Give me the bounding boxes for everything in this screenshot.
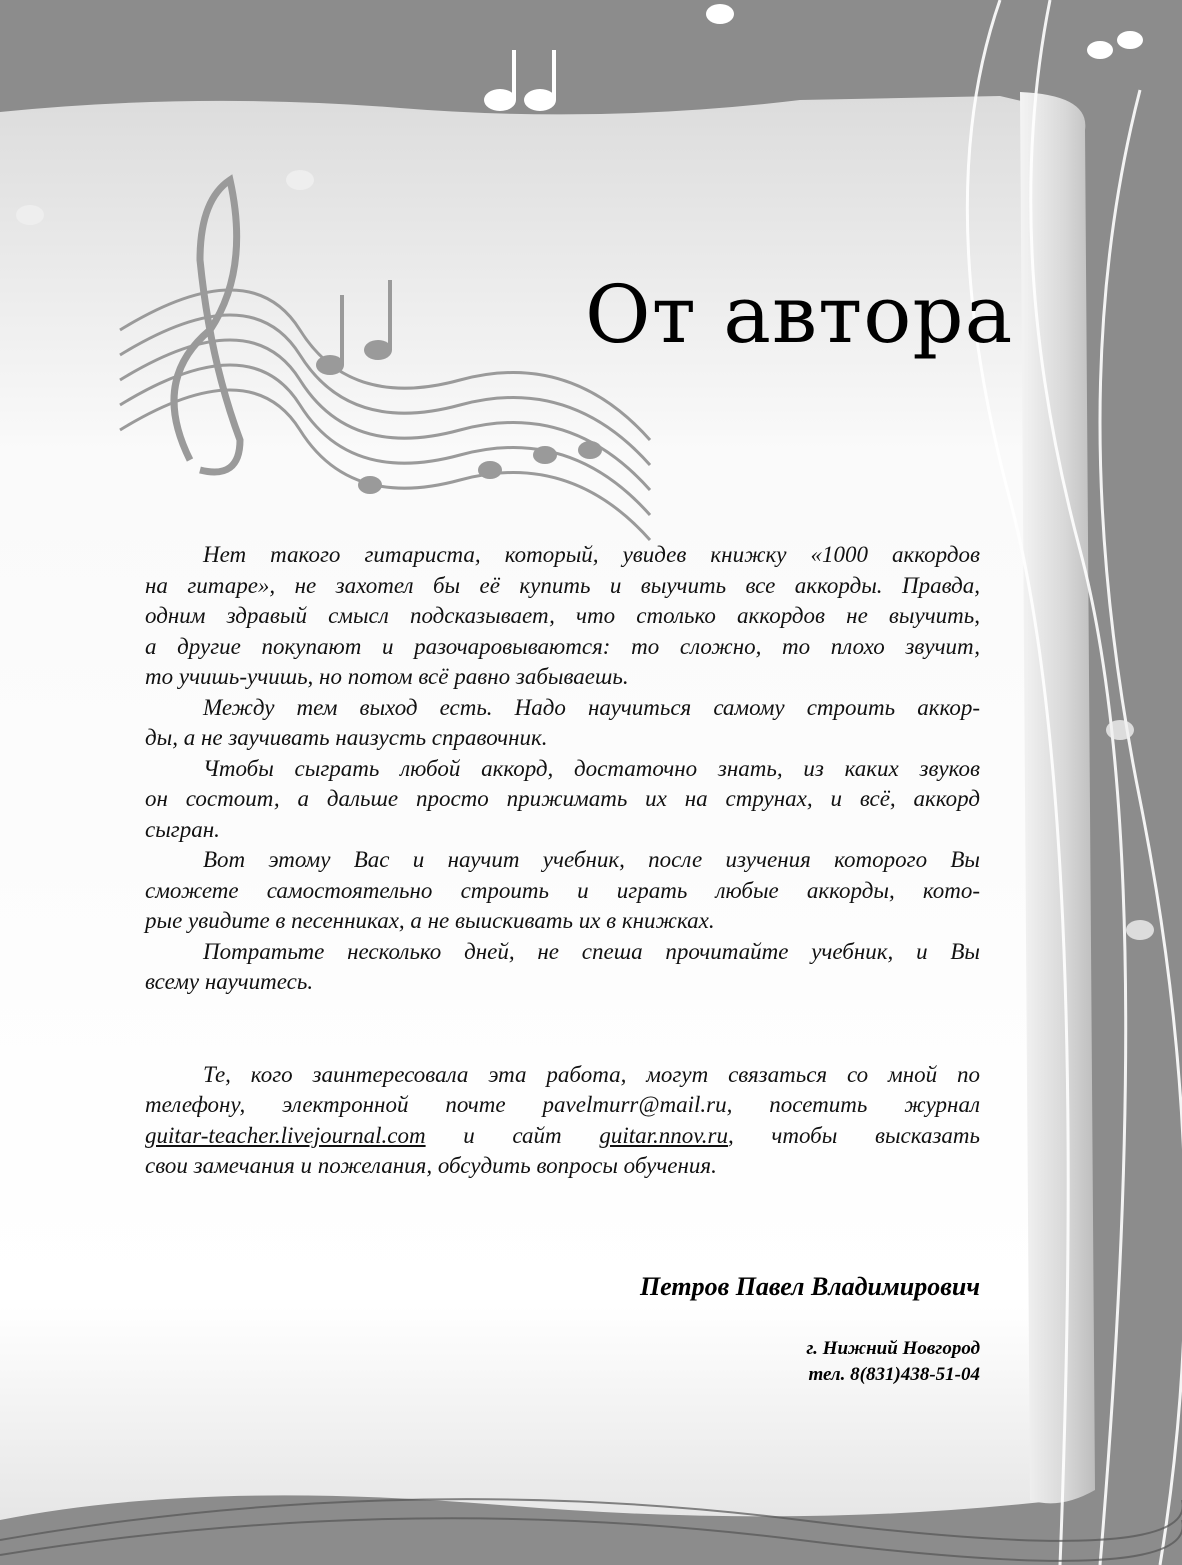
paragraph-2 (145, 693, 980, 754)
paragraph-5 (145, 937, 980, 998)
text-line: то учишь-учишь, но потом всё равно забываешь. (145, 664, 629, 689)
text-line (145, 1121, 980, 1152)
phone: тел. 8(831)438-51-04 (808, 1364, 980, 1385)
site-link[interactable]: guitar.nnov.ru (599, 1122, 728, 1148)
text-line: Между тем выход есть. Надо научиться самому строить аккор- (203, 694, 980, 720)
text-line: Потратьте несколько дней, не спеша прочитайте учебник, и Вы (203, 938, 980, 964)
text: и сайт (463, 1122, 562, 1148)
text-line: Чтобы сыграть любой аккорд, достаточно знать, из каких звуков (203, 755, 980, 781)
text: , чтобы высказать (727, 1122, 980, 1148)
livejournal-link[interactable]: guitar-teacher.livejournal.com (145, 1122, 426, 1148)
scroll-roll (1020, 92, 1095, 1503)
page-title: От автора (585, 268, 1014, 361)
text-line: сможете самостоятельно строить и играть любые аккорды, кото- (145, 877, 980, 903)
contact-paragraph (145, 1060, 980, 1182)
text-line: на гитаре», не захотел бы её купить и выучить все аккорды. Правда, (145, 572, 980, 598)
text-line: Нет такого гитариста, который, увидев книжку «1000 аккордов (203, 542, 980, 567)
text-line: Те, кого заинтересовала эта работа, могут связаться со мной по (203, 1061, 980, 1087)
paragraph-4 (145, 845, 980, 937)
text-line: рые увидите в песенниках, а не выискивать их в книжках. (145, 908, 715, 933)
city: г. Нижний Новгород (806, 1338, 980, 1359)
text-line: одним здравый смысл подсказывает, что столько аккордов не выучить, (145, 603, 980, 628)
text-line: свои замечания и пожелания, обсудить вопросы обучения. (145, 1153, 717, 1178)
text-line: Вот этому Вас и научит учебник, после изучения которого Вы (203, 847, 980, 872)
text-line: сыгран. (145, 816, 220, 842)
paragraph-3 (145, 754, 980, 846)
text-line: а другие покупают и разочаровываются: то сложно, то плохо звучит, (145, 633, 980, 659)
author-foreword-text (145, 540, 980, 1182)
text-line: всему научитесь. (145, 969, 314, 994)
text-line: ды, а не заучивать наизусть справочник. (145, 725, 548, 750)
author-signature: Петров Павел Владимирович (639, 1272, 980, 1301)
author-address (806, 1336, 980, 1388)
paragraph-1 (145, 540, 980, 693)
text-line: телефону, электронной почте pavelmurr@mail.ru, посетить журнал (145, 1092, 980, 1117)
text-line: он состоит, а дальше просто прижимать их на струнах, и всё, аккорд (145, 786, 980, 811)
